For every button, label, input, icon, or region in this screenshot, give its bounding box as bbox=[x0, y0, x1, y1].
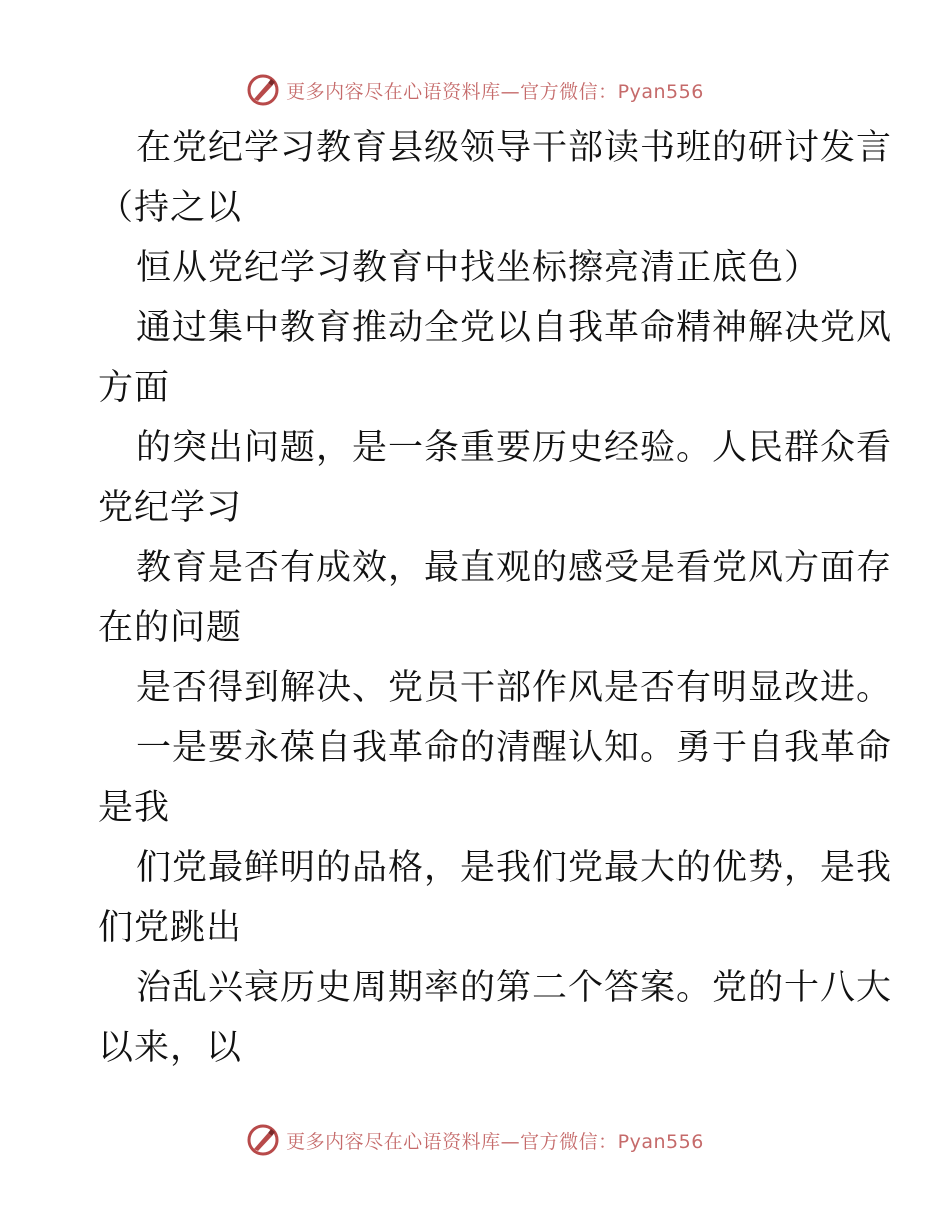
text-line: 以来，以 bbox=[98, 1028, 243, 1068]
text-line: 治乱兴衰历史周期率的第二个答案。党的十八大 bbox=[136, 968, 893, 1008]
text-line: （持之以 bbox=[98, 188, 243, 228]
text-line: 们党跳出 bbox=[98, 908, 243, 948]
text-line: 是否得到解决、党员干部作风是否有明显改进。 bbox=[136, 668, 893, 708]
text-line: 教育是否有成效，最直观的感受是看党风方面存 bbox=[136, 548, 893, 588]
text-line: 通过集中教育推动全党以自我革命精神解决党风 bbox=[136, 308, 893, 348]
text-line: 一是要永葆自我革命的清醒认知。勇于自我革命 bbox=[136, 728, 893, 768]
text-line: 的突出问题，是一条重要历史经验。人民群众看 bbox=[136, 428, 893, 468]
header-watermark bbox=[0, 70, 950, 110]
text-line: 们党最鲜明的品格，是我们党最大的优势，是我 bbox=[136, 848, 893, 888]
text-line: 方面 bbox=[98, 368, 171, 408]
pen-logo-icon bbox=[246, 73, 280, 107]
text-line: 是我 bbox=[98, 788, 171, 828]
watermark-text: 更多内容尽在心语资料库—官方微信：Pyan556 bbox=[286, 1130, 704, 1153]
text-line: 恒从党纪学习教育中找坐标擦亮清正底色） bbox=[136, 248, 821, 288]
pen-logo-icon bbox=[246, 1123, 280, 1157]
text-line: 党纪学习 bbox=[98, 488, 243, 528]
text-line: 在党纪学习教育县级领导干部读书班的研讨发言 bbox=[136, 128, 893, 168]
footer-watermark bbox=[0, 1120, 950, 1160]
watermark-text: 更多内容尽在心语资料库—官方微信：Pyan556 bbox=[286, 80, 704, 103]
text-line: 在的问题 bbox=[98, 608, 243, 648]
document-body bbox=[98, 118, 893, 1078]
